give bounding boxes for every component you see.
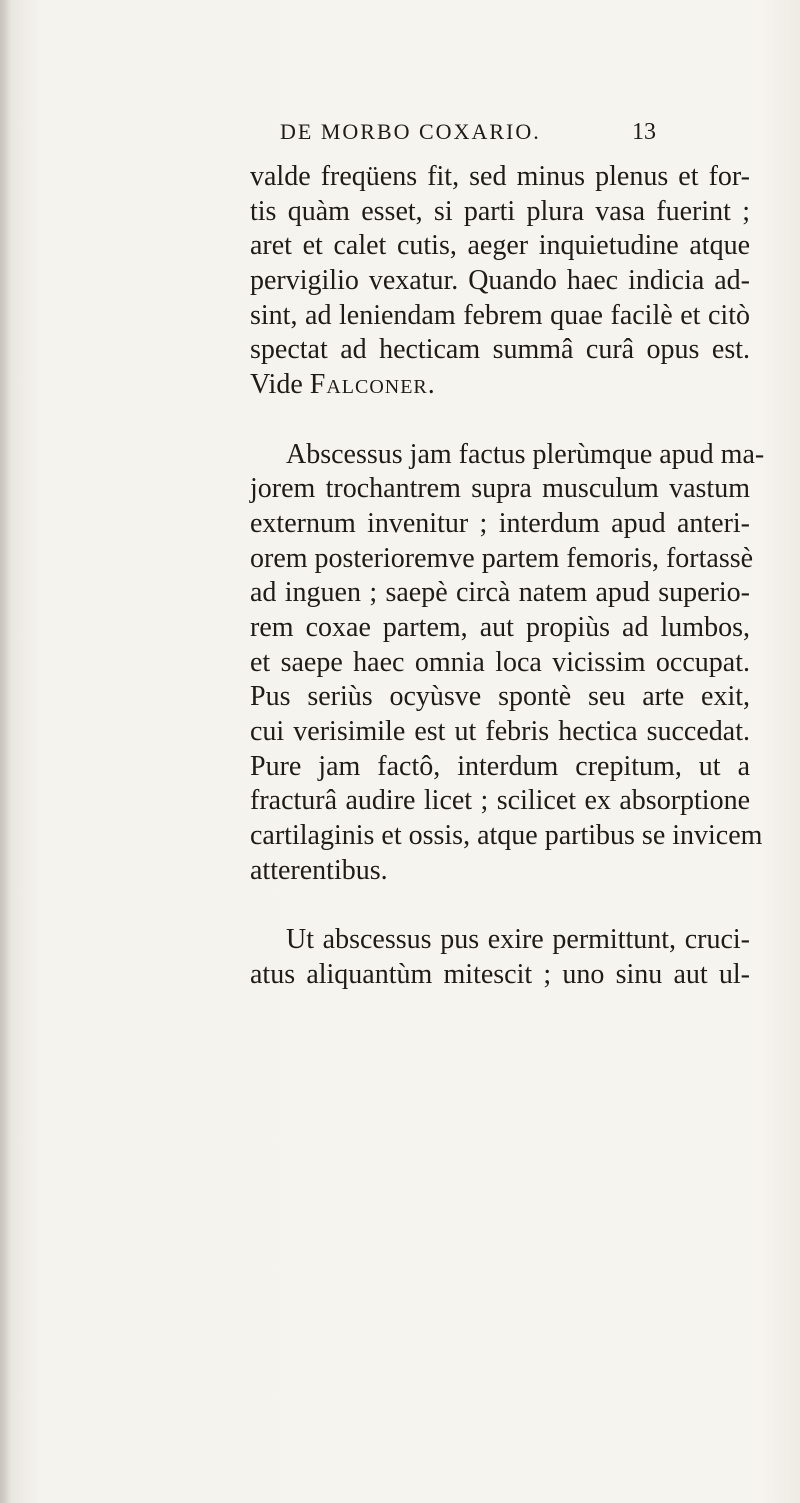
page-number: 13 — [632, 119, 656, 145]
running-head — [0, 112, 800, 152]
body-text — [250, 160, 765, 1027]
text-line: spectat ad hecticam summâ curâ opus est. — [250, 334, 750, 366]
text-line: orem posterioremve partem femoris, fortassè — [250, 542, 754, 574]
text-line: pervigilio vexatur. Quando haec indicia ad- — [250, 265, 750, 297]
text-line: cartilaginis et ossis, atque partibus se invicem — [250, 820, 763, 852]
text-line: cui verisimile est ut febris hectica succedat. — [250, 716, 750, 747]
text-line: atus aliquantùm mitescit ; uno sinu aut ul- — [250, 958, 750, 990]
running-title: DE MORBO COXARIO. — [280, 119, 541, 144]
author-reference: Falconer. — [309, 369, 436, 401]
text-line: aret et calet cutis, aeger inquietudine atque — [250, 230, 750, 262]
paragraph-1 — [250, 160, 750, 403]
text-line: sint, ad leniendam febrem quae facilè et citò — [250, 299, 750, 331]
text-line: Ut abscessus pus exire permittunt, cruci- — [286, 924, 750, 956]
text-line: Pus seriùs ocyùsve spontè seu arte exit, — [250, 681, 750, 713]
text-line: valde freqüens fit, sed minus plenus et for- — [250, 161, 750, 192]
paragraph-3 — [250, 923, 750, 992]
paragraph-2 — [250, 438, 765, 889]
text-line: fracturâ audire licet ; scilicet ex absorptione — [250, 785, 750, 817]
text-line: et saepe haec omnia loca vicissim occupat. — [250, 646, 750, 678]
text-line: atterentibus. — [250, 854, 388, 886]
text-line: rem coxae partem, aut propiùs ad lumbos, — [250, 611, 750, 643]
text-fragment: Vide — [250, 369, 310, 401]
text-line: externum invenitur ; interdum apud anteri- — [250, 507, 750, 539]
text-line — [250, 368, 750, 403]
text-line: ad inguen ; saepè circà natem apud superio- — [250, 577, 750, 609]
text-line: Abscessus jam factus plerùmque apud ma- — [286, 438, 765, 470]
gutter-shadow — [0, 0, 10, 1503]
text-line: tis quàm esset, si parti plura vasa fuerint ; — [250, 195, 750, 227]
text-line: jorem trochantrem supra musculum vastum — [250, 473, 750, 505]
text-line: Pure jam factô, interdum crepitum, ut a — [250, 750, 750, 782]
